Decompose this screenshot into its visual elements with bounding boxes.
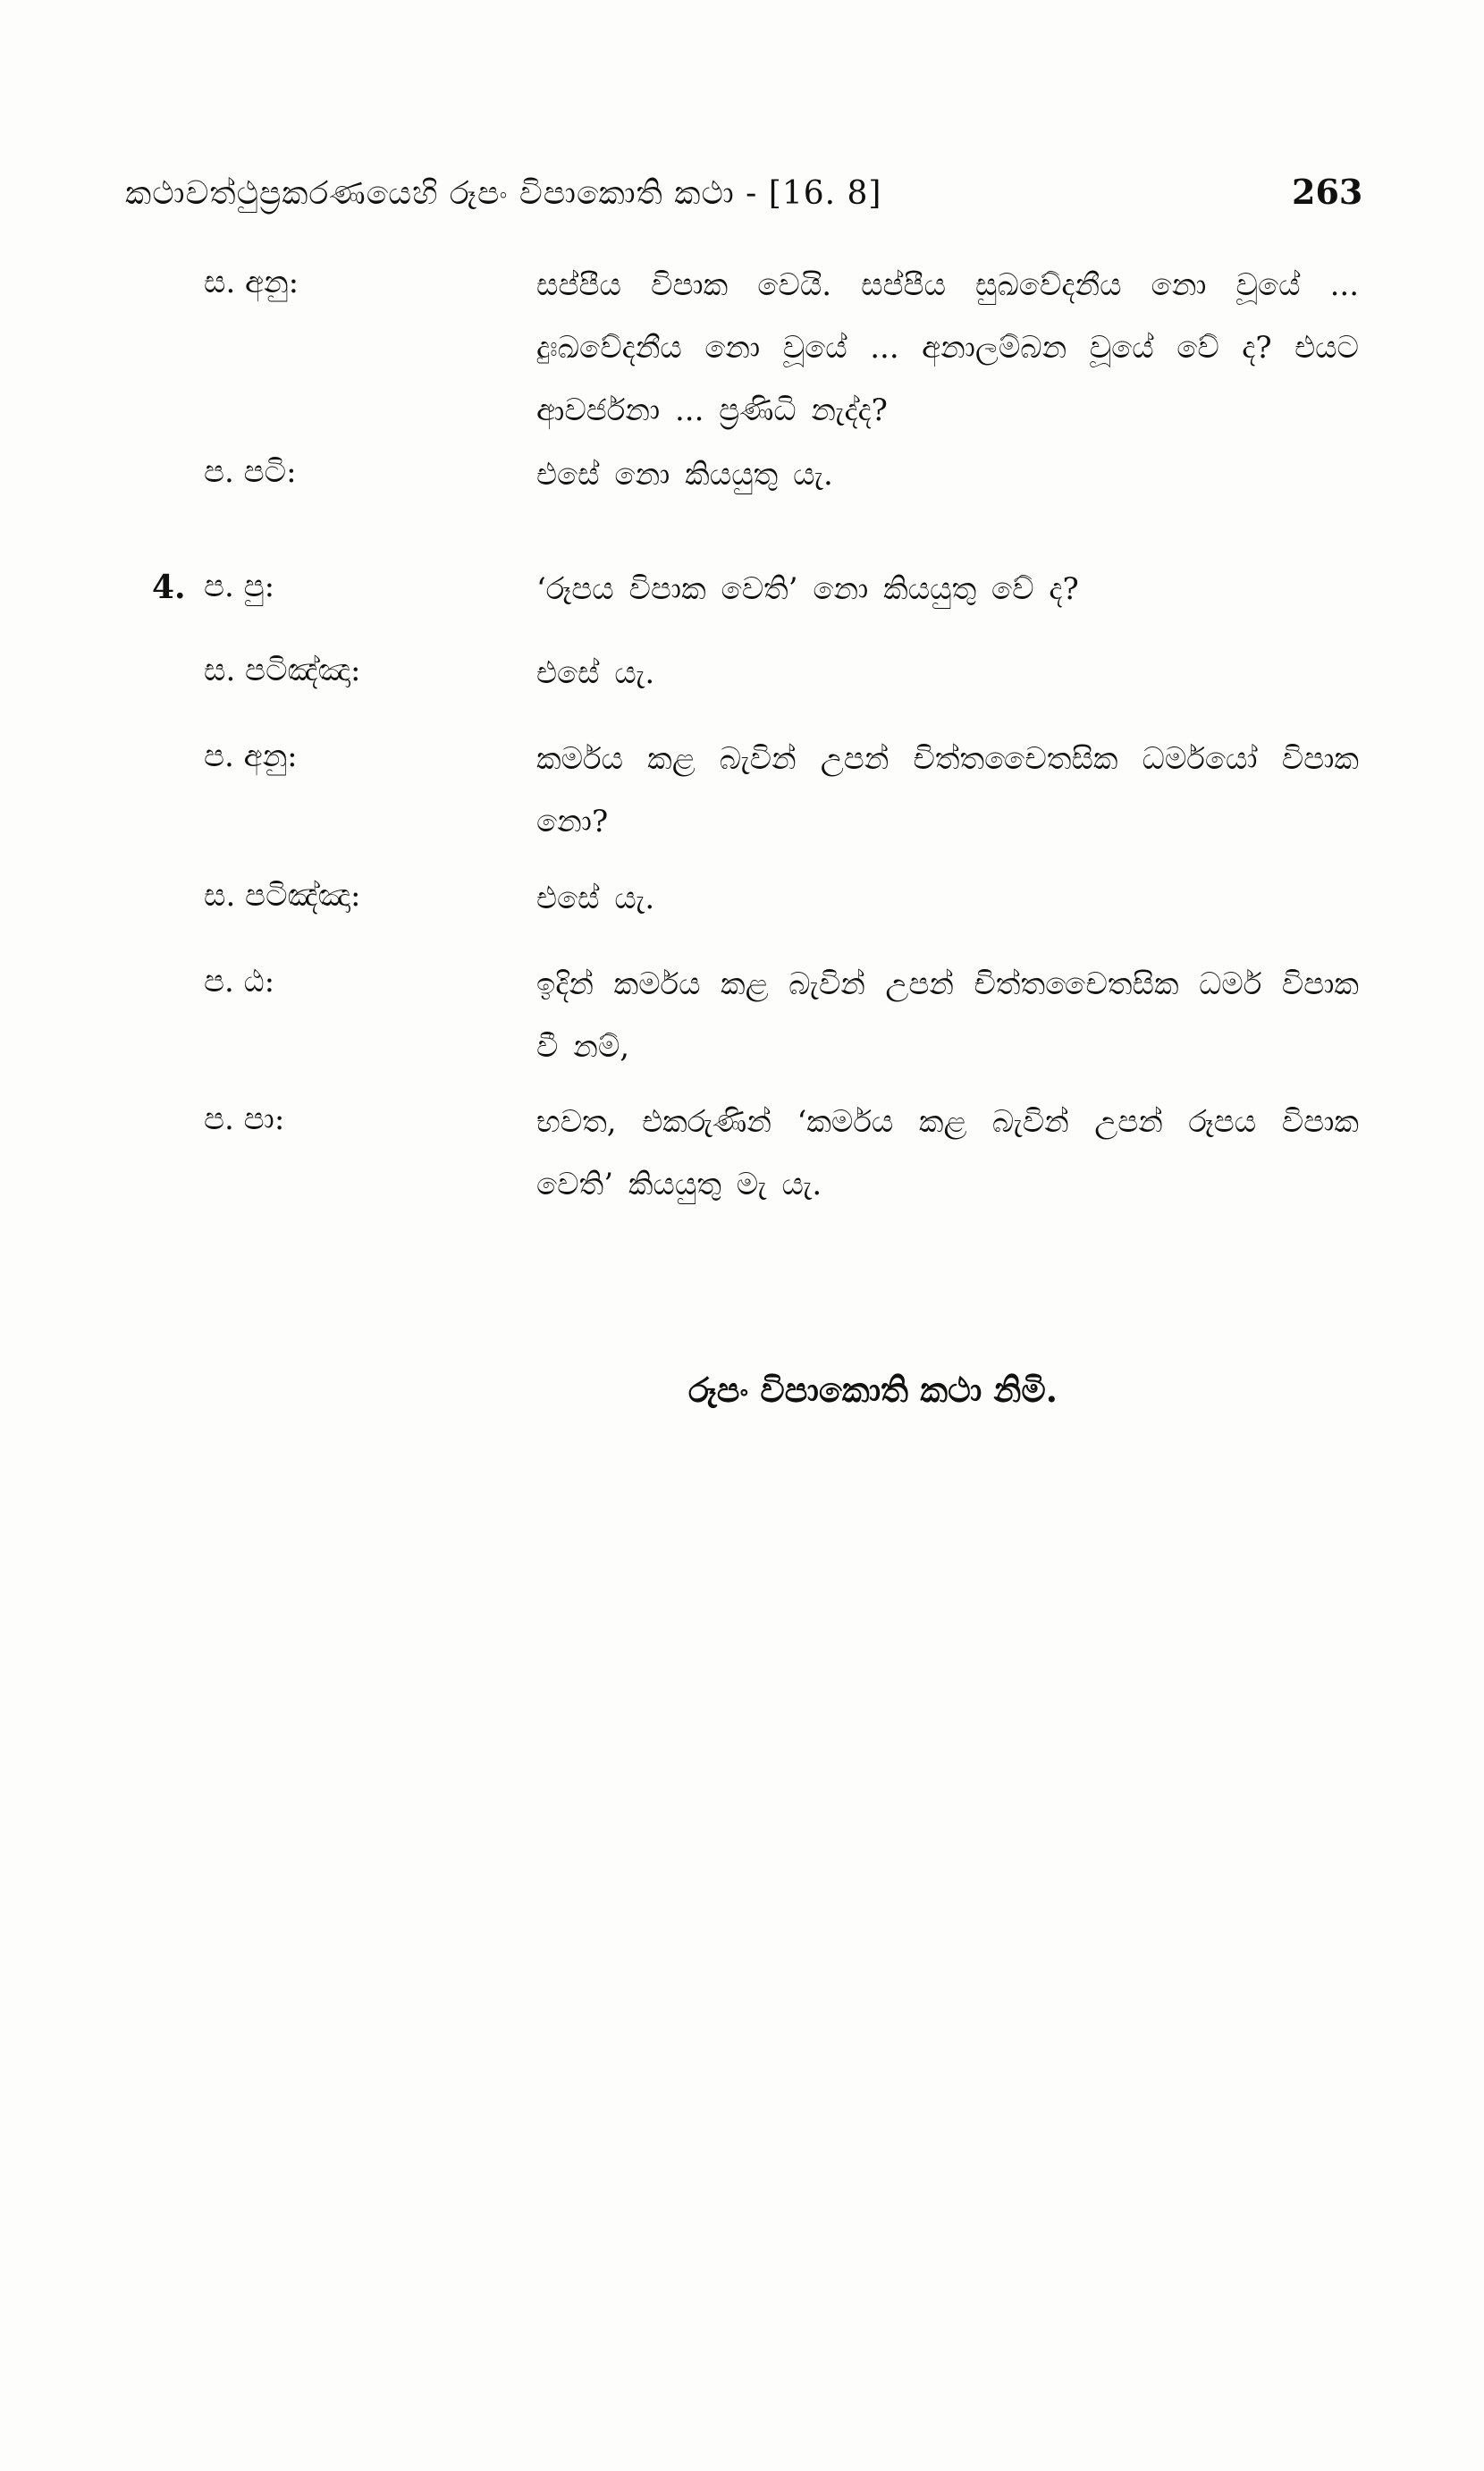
speaker-label: ස. පටිඤ්ඤා:	[204, 653, 361, 688]
speech-text: ඉදින් කර්මය කළ බැවින් උපන් චිත්තචෛතසික ධර්ම විපාක වී නම්,	[536, 966, 1359, 1065]
speaker-label: ප. අනු:	[204, 738, 298, 774]
speech-text: ‘රූපය විපාක වෙති’ නො කියයුතු වේ ද?	[536, 571, 1079, 607]
speaker-label: ප. ඨ:	[204, 964, 275, 999]
paragraph-number: 4.	[152, 569, 186, 606]
running-header-title: කථාවත්ථුප්‍රකරණයෙහි රූපං විපාකොති කථා - [16. 8]	[125, 175, 882, 212]
speech-text: එසේ යැ.	[536, 881, 655, 916]
speaker-label: ප. පටි:	[204, 454, 297, 490]
speaker-label: ස. අනු:	[204, 265, 299, 300]
speech-text: කර්මය කළ බැවින් උපන් චිත්තචෛතසික ධර්මයෝ විපාක නො?	[536, 741, 1359, 839]
speech-text: භවත, එකරුණින් ‘කර්මය කළ බැවින් උපන් රූපය විපාක වෙති’ කියයුතු මැ යැ.	[536, 1104, 1359, 1202]
speaker-label: ප. පා:	[204, 1101, 285, 1137]
speech-text: සප්පීය විපාක වෙයි. සප්පීය සුඛවේදනීය නො වූයේ ... දුඃඛවේදනීය නො වූයේ ... අනාලම්බන වූයේ වේ ද? එයට ආවර්ජනා ... ප්‍රණිධි නැද්ද?	[536, 267, 1359, 428]
section-closing-line: රූපං විපාකොති කථා නිමි.	[688, 1370, 1058, 1410]
speaker-label: ස. පටිඤ්ඤා:	[204, 878, 361, 914]
speaker-label: ප. පු:	[204, 569, 275, 604]
speech-text: එසේ නො කියයුතු යැ.	[536, 457, 833, 493]
speech-text: එසේ යැ.	[536, 655, 655, 691]
page-number: 263	[1292, 172, 1363, 212]
